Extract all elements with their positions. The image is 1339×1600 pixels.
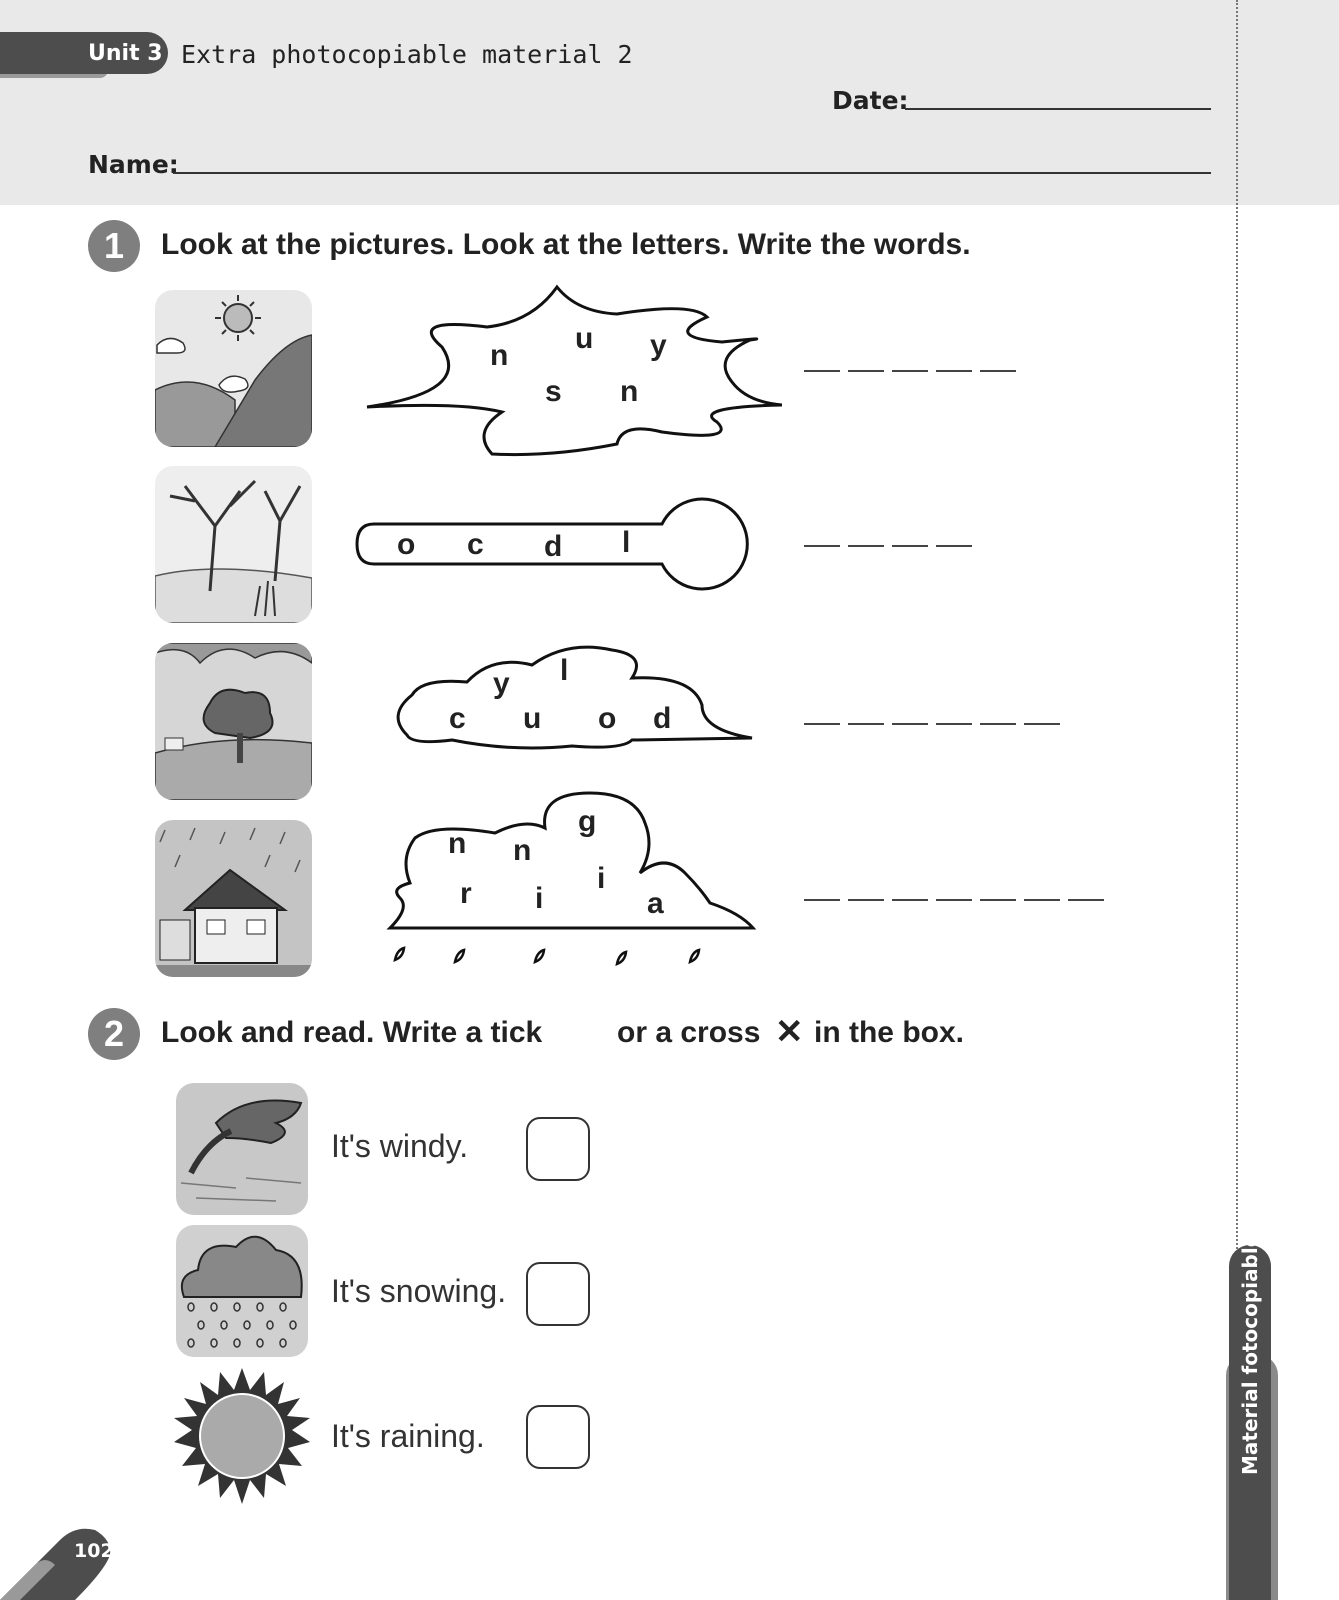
exercise-2-instruction-part1: Look and read. Write a tick: [161, 1016, 543, 1049]
answer-blanks[interactable]: [804, 723, 1060, 725]
letter-c: c: [449, 702, 466, 735]
page-number: 102: [74, 1540, 114, 1562]
header-side-strip: [1238, 0, 1339, 205]
sentence-windy: It's windy.: [331, 1128, 469, 1164]
letter-g: g: [578, 805, 597, 838]
letter-d: d: [653, 702, 672, 735]
exercise-2-instruction-part3: in the box.: [814, 1016, 964, 1049]
thermometer-shape: [352, 494, 767, 594]
raindrop-icon: [455, 950, 464, 962]
cloudy-countryside-picture: [155, 643, 312, 800]
page-corner: [0, 1525, 112, 1600]
answer-blanks[interactable]: [804, 899, 1104, 901]
answer-box-windy[interactable]: [526, 1117, 590, 1181]
raindrop-icon: [690, 950, 699, 962]
cross-icon: ✕: [775, 1013, 804, 1051]
letter-l: l: [622, 526, 631, 559]
header-title: Extra photocopiable material 2: [181, 40, 633, 69]
letter-o: o: [397, 528, 416, 561]
raindrop-icon: [617, 952, 626, 964]
letter-y: y: [493, 667, 510, 700]
date-line[interactable]: [905, 108, 1211, 110]
letter-l: l: [560, 654, 569, 687]
name-line[interactable]: [173, 172, 1211, 174]
letter-n: n: [448, 827, 467, 860]
exercise-1-number: 1: [88, 220, 140, 272]
raindrop-icon: [535, 950, 544, 962]
raining-house-picture: [155, 820, 312, 977]
letter-y: y: [650, 329, 667, 362]
letter-o: o: [598, 702, 617, 735]
letter-c: c: [467, 528, 484, 561]
raindrop-icon: [395, 948, 404, 960]
exercise-2-number: 2: [88, 1008, 140, 1060]
name-label: Name:: [88, 150, 179, 179]
letter-u: u: [575, 322, 594, 355]
letter-n: n: [513, 834, 532, 867]
answer-box-snowing[interactable]: [526, 1262, 590, 1326]
starburst-shape: [362, 282, 782, 462]
letter-r: r: [460, 877, 472, 910]
exercise-1-instruction: Look at the pictures. Look at the letters. Write the words.: [161, 228, 971, 261]
letter-d: d: [544, 530, 563, 563]
letter-s: s: [545, 375, 562, 408]
letter-n: n: [620, 375, 639, 408]
side-label: Material fotocopiable: [1238, 1233, 1262, 1475]
letter-a: a: [647, 887, 664, 920]
sentence-raining: It's raining.: [331, 1418, 485, 1454]
cold-trees-picture: [155, 466, 312, 623]
cloud-shape: [392, 640, 762, 760]
rain-cloud-shape: [385, 788, 765, 973]
letter-u: u: [523, 702, 542, 735]
answer-box-raining[interactable]: [526, 1405, 590, 1469]
answer-blanks[interactable]: [804, 370, 1016, 372]
sentence-snowing: It's snowing.: [331, 1273, 507, 1309]
sun-icon: [174, 1368, 310, 1504]
header-band: [0, 0, 1339, 205]
letter-i: i: [597, 862, 606, 895]
exercise-2-instruction-part2: or a cross: [617, 1016, 761, 1049]
windy-tree-picture: [176, 1083, 308, 1215]
sunny-landscape-picture: [155, 290, 312, 447]
letter-n: n: [490, 339, 509, 372]
letter-i: i: [535, 882, 544, 915]
unit-label: Unit 3: [88, 41, 163, 66]
snow-cloud-picture: [176, 1225, 308, 1357]
date-label: Date:: [832, 86, 909, 115]
answer-blanks[interactable]: [804, 545, 972, 547]
